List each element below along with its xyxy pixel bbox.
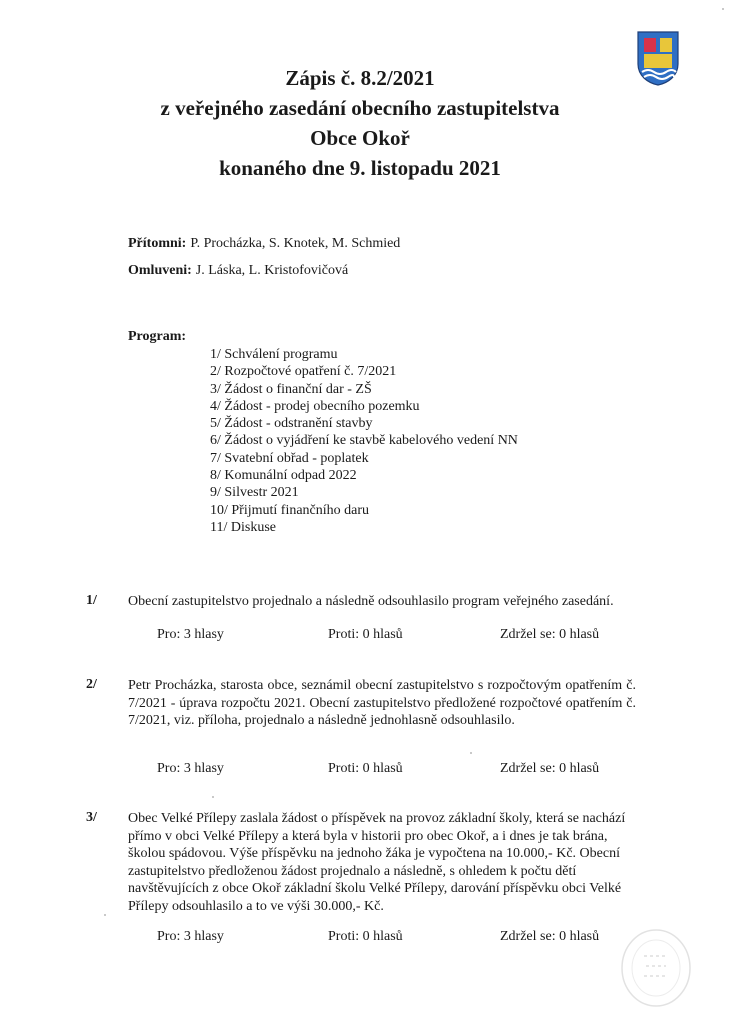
scan-speck	[104, 914, 106, 916]
vote-for: Pro: 3 hlasy	[157, 929, 224, 944]
excused-value: J. Láska, L. Kristofovičová	[195, 263, 349, 278]
municipality-name: Obce Okoř	[310, 126, 410, 150]
scan-speck	[470, 752, 472, 754]
official-stamp-icon	[618, 926, 694, 1010]
minutes-title: Zápis č. 8.2/2021	[285, 66, 435, 90]
section-number: 2/	[86, 677, 97, 692]
vote-abstain: Zdržel se: 0 hlasů	[500, 761, 600, 776]
program-item: 9/ Silvestr 2021	[210, 485, 299, 501]
vote-against: Proti: 0 hlasů	[328, 929, 403, 944]
program-item: 2/ Rozpočtové opatření č. 7/2021	[210, 364, 397, 380]
section-number: 1/	[86, 593, 97, 608]
meeting-date: konaného dne 9. listopadu 2021	[219, 156, 501, 180]
vote-for: Pro: 3 hlasy	[157, 627, 224, 642]
program-heading: Program:	[128, 329, 187, 344]
vote-for: Pro: 3 hlasy	[157, 761, 224, 776]
vote-against: Proti: 0 hlasů	[328, 627, 403, 642]
vote-abstain: Zdržel se: 0 hlasů	[500, 627, 600, 642]
excused-label: Omluveni:	[128, 263, 192, 278]
attendance-present	[128, 235, 400, 253]
program-item: 3/ Žádost o finanční dar - ZŠ	[210, 381, 372, 397]
program-list	[210, 346, 518, 536]
scan-speck	[722, 8, 724, 10]
section-text: Obec Velké Přílepy zaslala žádost o příspěvek na provoz základní školy, která se nachází přímo v obci Velké Přílepy a která byla v historii pro obec Okoř, a i dnes je tak brána, školou spádovou. Výše příspěvku na jednoho žáka je vypočtena na 10.000,- Kč. Obecní zastupitelstvo předloženou žádost projednalo a následně, s ohledem k počtu dětí navštěvujících z obce Okoř základní školu Velké Přílepy, darování příspěvku obci Velké Přílepy odsouhlasilo a to ve výši 30.000,- Kč.	[128, 811, 626, 914]
program-item: 1/ Schválení programu	[210, 347, 338, 362]
minutes-subtitle: z veřejného zasedání obecního zastupitelstva	[160, 96, 560, 120]
program-item: 5/ Žádost - odstranění stavby	[210, 416, 373, 432]
program-item: 11/ Diskuse	[210, 519, 276, 535]
section-text: Obecní zastupitelstvo projednalo a následně odsouhlasilo program veřejného zasedání.	[128, 594, 614, 609]
scan-speck	[212, 796, 214, 798]
present-label: Přítomni:	[128, 236, 187, 251]
program-item: 4/ Žádost - prodej obecního pozemku	[210, 398, 420, 414]
vote-against: Proti: 0 hlasů	[328, 761, 403, 776]
program-item: 6/ Žádost o vyjádření ke stavbě kabelového vedení NN	[210, 433, 518, 449]
program-item: 7/ Svatební obřad - poplatek	[210, 450, 369, 466]
section-text: Petr Procházka, starosta obce, seznámil obecní zastupitelstvo s rozpočtovým opatřením č. 7/2021 - úprava rozpočtu 2021. Obecní zastupitelstvo předložené rozpočtové opatřením č. 7/2021, viz. příloha, projednalo a následně jednohlasně odsouhlasilo.	[128, 678, 636, 728]
section-number: 3/	[86, 810, 97, 825]
program-item: 10/ Přijmutí finančního daru	[210, 502, 370, 518]
attendance-excused	[128, 262, 348, 280]
program-item: 8/ Komunální odpad 2022	[210, 468, 357, 484]
present-value: P. Procházka, S. Knotek, M. Schmied	[190, 236, 401, 251]
vote-abstain: Zdržel se: 0 hlasů	[500, 929, 600, 944]
